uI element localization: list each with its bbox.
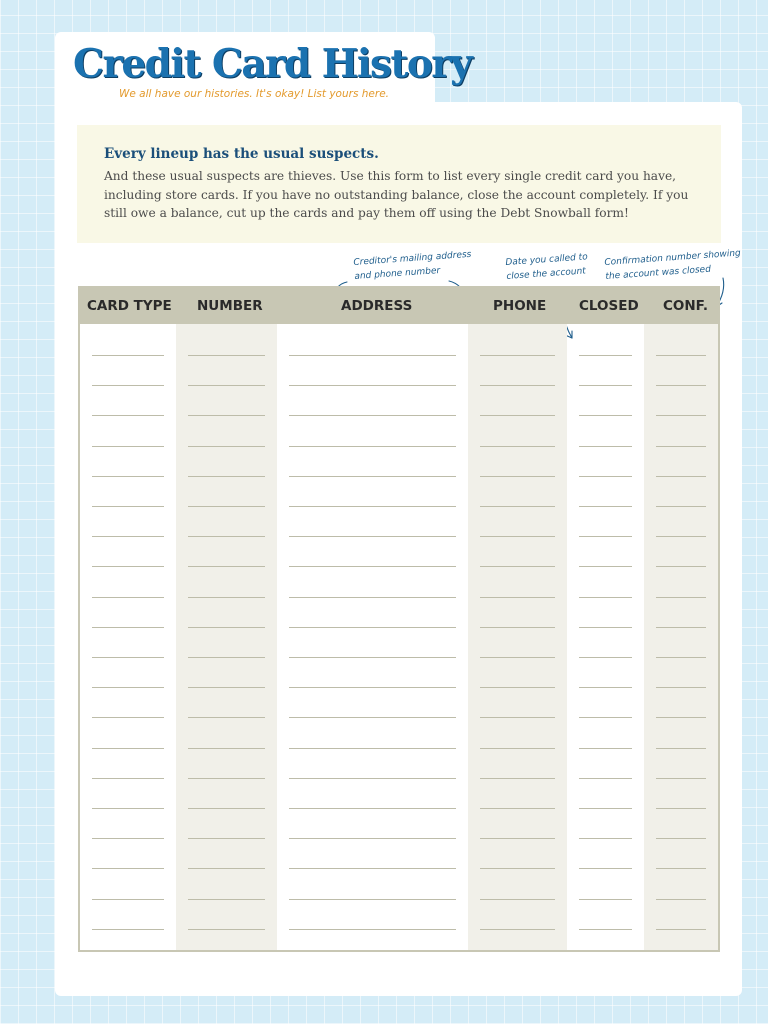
entry-line-address[interactable] <box>289 808 456 809</box>
entry-line-phone[interactable] <box>480 627 555 628</box>
column-header-conf: CONF. <box>663 298 709 314</box>
entry-line-number[interactable] <box>188 717 265 718</box>
entry-line-conf[interactable] <box>656 415 706 416</box>
entry-line-card-type[interactable] <box>92 838 164 839</box>
entry-line-number[interactable] <box>188 627 265 628</box>
entry-line-card-type[interactable] <box>92 446 164 447</box>
entry-line-closed[interactable] <box>579 899 632 900</box>
entry-line-phone[interactable] <box>480 355 555 356</box>
entry-line-phone[interactable] <box>480 446 555 447</box>
entry-line-conf[interactable] <box>656 687 706 688</box>
entry-line-address[interactable] <box>289 899 456 900</box>
entry-line-closed[interactable] <box>579 929 632 930</box>
entry-line-closed[interactable] <box>579 778 632 779</box>
intro-box <box>77 125 721 243</box>
entry-line-card-type[interactable] <box>92 778 164 779</box>
entry-line-conf[interactable] <box>656 868 706 869</box>
entry-line-address[interactable] <box>289 385 456 386</box>
entry-line-phone[interactable] <box>480 506 555 507</box>
entry-line-address[interactable] <box>289 838 456 839</box>
entry-line-address[interactable] <box>289 566 456 567</box>
entry-line-conf[interactable] <box>656 566 706 567</box>
entry-line-conf[interactable] <box>656 536 706 537</box>
column-header-card-type: CARD TYPE <box>87 298 172 314</box>
entry-line-closed[interactable] <box>579 627 632 628</box>
entry-line-address[interactable] <box>289 506 456 507</box>
entry-line-closed[interactable] <box>579 446 632 447</box>
entry-line-closed[interactable] <box>579 536 632 537</box>
entry-line-address[interactable] <box>289 687 456 688</box>
entry-line-phone[interactable] <box>480 899 555 900</box>
entry-line-address[interactable] <box>289 536 456 537</box>
entry-line-card-type[interactable] <box>92 748 164 749</box>
column-address <box>277 324 468 950</box>
entry-line-number[interactable] <box>188 476 265 477</box>
entry-line-address[interactable] <box>289 778 456 779</box>
entry-line-phone[interactable] <box>480 808 555 809</box>
entry-line-number[interactable] <box>188 536 265 537</box>
entry-line-closed[interactable] <box>579 506 632 507</box>
closed-annotation-line-2: close the account <box>506 266 587 282</box>
entry-line-card-type[interactable] <box>92 536 164 537</box>
entry-line-card-type[interactable] <box>92 627 164 628</box>
intro-text: And these usual suspects are thieves. Use this form to list every single credit card you have, including store cards. If you have no outstanding balance, close the account completely. If you still owe a balance, cut up the cards and pay them off using the Debt Snowball form! <box>104 169 689 220</box>
entry-line-number[interactable] <box>188 778 265 779</box>
entry-line-address[interactable] <box>289 717 456 718</box>
entry-line-number[interactable] <box>188 868 265 869</box>
entry-line-number[interactable] <box>188 687 265 688</box>
entry-line-conf[interactable] <box>656 597 706 598</box>
entry-line-phone[interactable] <box>480 687 555 688</box>
entry-line-conf[interactable] <box>656 899 706 900</box>
entry-line-card-type[interactable] <box>92 687 164 688</box>
column-conf <box>644 324 718 950</box>
column-closed <box>567 324 644 950</box>
entry-line-number[interactable] <box>188 355 265 356</box>
entry-line-number[interactable] <box>188 385 265 386</box>
entry-line-address[interactable] <box>289 748 456 749</box>
entry-line-conf[interactable] <box>656 476 706 477</box>
table-header <box>80 288 718 324</box>
entry-line-address[interactable] <box>289 355 456 356</box>
entry-line-phone[interactable] <box>480 868 555 869</box>
entry-line-phone[interactable] <box>480 536 555 537</box>
closed-annotation-line-1: Date you called to <box>505 252 589 268</box>
entry-line-closed[interactable] <box>579 657 632 658</box>
closed-annotation <box>505 250 589 284</box>
entry-line-closed[interactable] <box>579 748 632 749</box>
entry-line-phone[interactable] <box>480 597 555 598</box>
entry-line-address[interactable] <box>289 476 456 477</box>
column-header-number: NUMBER <box>197 298 263 314</box>
entry-line-card-type[interactable] <box>92 868 164 869</box>
entry-line-card-type[interactable] <box>92 657 164 658</box>
entry-line-conf[interactable] <box>656 929 706 930</box>
conf-annotation-line-2: the account was closed <box>605 264 712 282</box>
entry-line-conf[interactable] <box>656 385 706 386</box>
address-annotation-line-1: Creditor's mailing address <box>353 249 472 268</box>
entry-line-closed[interactable] <box>579 868 632 869</box>
entry-line-number[interactable] <box>188 929 265 930</box>
address-annotation-line-2: and phone number <box>354 265 441 282</box>
entry-line-closed[interactable] <box>579 808 632 809</box>
entry-line-conf[interactable] <box>656 627 706 628</box>
page-subtitle: We all have our histories. It's okay! List yours here. <box>119 88 389 100</box>
entry-line-card-type[interactable] <box>92 566 164 567</box>
entry-line-number[interactable] <box>188 566 265 567</box>
entry-line-phone[interactable] <box>480 717 555 718</box>
entry-line-closed[interactable] <box>579 597 632 598</box>
entry-line-conf[interactable] <box>656 355 706 356</box>
entry-line-closed[interactable] <box>579 838 632 839</box>
entry-line-card-type[interactable] <box>92 385 164 386</box>
entry-line-card-type[interactable] <box>92 929 164 930</box>
entry-line-address[interactable] <box>289 657 456 658</box>
credit-card-table <box>78 286 720 952</box>
conf-annotation-line-1: Confirmation number showing <box>604 248 742 268</box>
entry-line-phone[interactable] <box>480 778 555 779</box>
entry-line-phone[interactable] <box>480 385 555 386</box>
column-card-type <box>80 324 176 950</box>
entry-line-closed[interactable] <box>579 355 632 356</box>
entry-line-card-type[interactable] <box>92 415 164 416</box>
entry-line-conf[interactable] <box>656 838 706 839</box>
entry-line-phone[interactable] <box>480 476 555 477</box>
entry-line-number[interactable] <box>188 446 265 447</box>
entry-line-card-type[interactable] <box>92 597 164 598</box>
entry-line-phone[interactable] <box>480 657 555 658</box>
entry-line-address[interactable] <box>289 627 456 628</box>
entry-line-conf[interactable] <box>656 717 706 718</box>
entry-line-conf[interactable] <box>656 778 706 779</box>
entry-line-closed[interactable] <box>579 415 632 416</box>
column-phone <box>468 324 567 950</box>
entry-line-closed[interactable] <box>579 687 632 688</box>
entry-line-number[interactable] <box>188 808 265 809</box>
entry-line-conf[interactable] <box>656 748 706 749</box>
entry-line-phone[interactable] <box>480 929 555 930</box>
entry-line-address[interactable] <box>289 597 456 598</box>
entry-line-phone[interactable] <box>480 748 555 749</box>
column-header-address: ADDRESS <box>341 298 413 314</box>
entry-line-number[interactable] <box>188 899 265 900</box>
entry-line-conf[interactable] <box>656 808 706 809</box>
entry-line-phone[interactable] <box>480 838 555 839</box>
entry-line-conf[interactable] <box>656 446 706 447</box>
page-title: Credit Card History <box>73 41 472 87</box>
entry-line-phone[interactable] <box>480 415 555 416</box>
entry-line-card-type[interactable] <box>92 476 164 477</box>
entry-line-closed[interactable] <box>579 476 632 477</box>
entry-line-card-type[interactable] <box>92 506 164 507</box>
entry-line-card-type[interactable] <box>92 355 164 356</box>
entry-line-number[interactable] <box>188 415 265 416</box>
entry-line-address[interactable] <box>289 929 456 930</box>
entry-line-number[interactable] <box>188 748 265 749</box>
entry-line-closed[interactable] <box>579 566 632 567</box>
entry-line-address[interactable] <box>289 415 456 416</box>
entry-line-closed[interactable] <box>579 385 632 386</box>
column-header-phone: PHONE <box>493 298 547 314</box>
entry-line-number[interactable] <box>188 657 265 658</box>
entry-line-closed[interactable] <box>579 717 632 718</box>
intro-heading: Every lineup has the usual suspects. <box>104 146 379 162</box>
entry-line-number[interactable] <box>188 506 265 507</box>
entry-line-address[interactable] <box>289 446 456 447</box>
entry-line-phone[interactable] <box>480 566 555 567</box>
entry-line-number[interactable] <box>188 838 265 839</box>
entry-line-conf[interactable] <box>656 506 706 507</box>
entry-line-card-type[interactable] <box>92 717 164 718</box>
entry-line-card-type[interactable] <box>92 899 164 900</box>
entry-line-card-type[interactable] <box>92 808 164 809</box>
entry-line-number[interactable] <box>188 597 265 598</box>
column-number <box>176 324 277 950</box>
entry-line-address[interactable] <box>289 868 456 869</box>
column-header-closed: CLOSED <box>579 298 639 314</box>
entry-line-conf[interactable] <box>656 657 706 658</box>
